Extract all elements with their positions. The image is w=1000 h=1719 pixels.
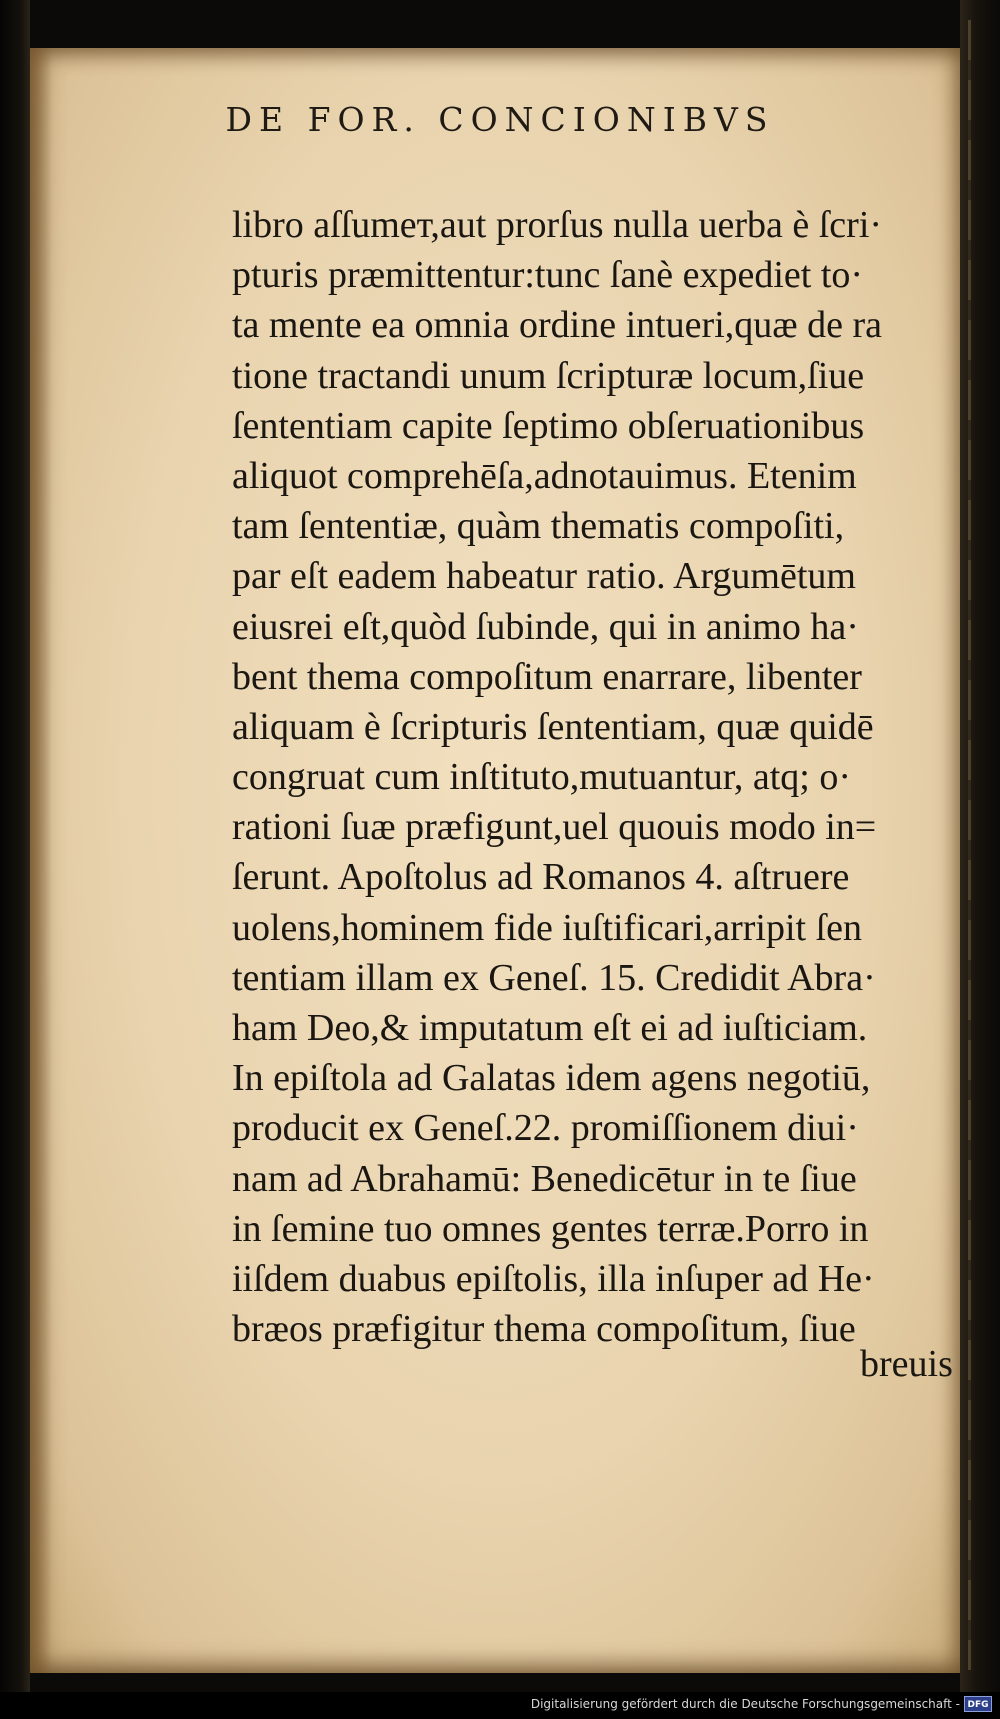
text-line: aliquam è ſcripturis ſententiam, quæ quidē <box>232 705 874 748</box>
text-line: uolens,hominem fide iuſtificari,arripit ſen <box>232 906 862 949</box>
text-line: producit ex Geneſ.22. promiſſionem diui· <box>232 1107 859 1150</box>
text-line: ta mente ea omnia ordine intueri,quæ de ra <box>232 304 882 347</box>
digitization-footer <box>0 1692 1000 1719</box>
text-line: iiſdem duabus epiſtolis, illa inſuper ad He· <box>232 1257 875 1300</box>
text-line: rationi ſuæ præfigunt,uel quouis modo in= <box>232 806 877 849</box>
text-line: ſerunt. Apoſtolus ad Romanos 4. aſtruere <box>232 856 850 899</box>
funding-credit: Digitalisierung gefördert durch die Deutsche Forschungsgemeinschaft - <box>530 1697 960 1711</box>
running-head: DE FOR. CONCIONIBVS <box>225 100 775 139</box>
text-line: In epiſtola ad Galatas idem agens negotiū, <box>232 1057 871 1100</box>
text-line: bent thema compoſitum enarrare, libenter <box>232 655 862 698</box>
text-line: in ſemine tuo omnes gentes terræ.Porro in <box>232 1207 869 1250</box>
page-stack-edge <box>960 0 1000 1719</box>
text-line: tione tractandi unum ſcripturæ locum,ſiue <box>232 354 865 397</box>
text-line: tentiam illam ex Geneſ. 15. Credidit Abra· <box>232 956 876 999</box>
dfg-logo-icon: DFG <box>964 1696 992 1712</box>
text-line: congruat cum inſtituto,mutuantur, atq; o· <box>232 756 852 799</box>
text-line: aliquot comprehēſa,adnotauimus. Etenim <box>232 454 857 497</box>
text-line: tam ſententiæ, quàm thematis compoſiti, <box>232 505 845 548</box>
page-gutter-shadow <box>30 48 52 1673</box>
book-spine-edge <box>0 0 30 1719</box>
text-line: ſententiam capite ſeptimo obſeruationibus <box>232 404 865 447</box>
catchword: breuis <box>860 1343 953 1385</box>
text-line: libro aſſumeт,aut prorſus nulla uerba è ſcri· <box>232 204 883 246</box>
text-line: bræos præfigitur thema compoſitum, ſiue <box>232 1308 856 1351</box>
text-line: pturis præmittentur:tunc ſanè expediet to· <box>232 254 864 297</box>
text-line: par eſt eadem habeatur ratio. Argumētum <box>232 555 856 598</box>
body-text <box>232 200 892 1354</box>
text-line: nam ad Abrahamū: Benedicētur in te ſiue <box>232 1157 857 1200</box>
text-line: eiusrei eſt,quòd ſubinde, qui in animo ha· <box>232 605 859 648</box>
text-line: ham Deo,& imputatum eſt ei ad iuſticiam. <box>232 1007 868 1049</box>
